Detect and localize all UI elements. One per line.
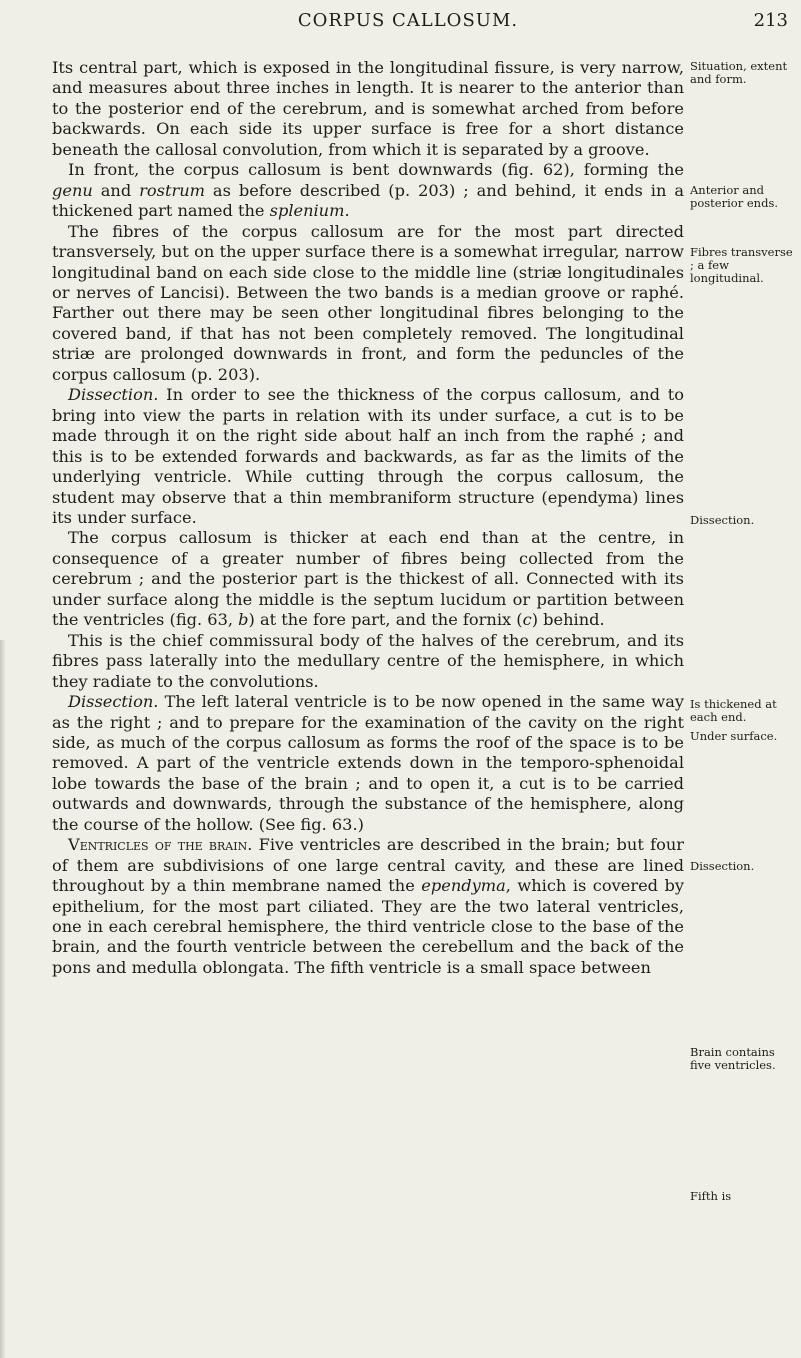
text-run: as before described (p. 203) ; and behind, it ends in a thickened part named the (52, 180, 684, 221)
text-run: The fibres of the corpus callosum are for the most part directed transversely, but on the upper surface there is a somewhat irregular, narrow longitudinal band on each side close to the middle line (striæ longitudinales or nerves of Lancisi). Between the two bands is a median groove or raphé. Farther out there may be seen other longitudinal fibres belonging to the covered band, if that has not been completely removed. The longitudinal striæ are prolonged downwards in front, and form the peduncles of the corpus callosum (p. 203). (52, 221, 684, 384)
margin-note-under-surface: Under surface. (690, 729, 778, 743)
term-ependyma: ependyma (421, 876, 506, 896)
text-run: , which is covered by epithelium, for the most part ciliated. They are the two lateral ventricles, one in each cerebral hemisphere, the third ventricle close to the base of the brain, and the fourth ventricle between the cerebellum and the back of the pons and medulla oblongata. The fifth ventricle is a small space between (52, 876, 684, 977)
margin-note-five-ventricles: Brain contains five ventricles. (690, 1045, 776, 1072)
term-genu: genu (52, 180, 93, 200)
term-rostrum: rostrum (139, 180, 205, 200)
margin-note-ends: Anterior and posterior ends. (690, 183, 778, 210)
section-heading-ventricles: Ventricles of the brain. (68, 835, 253, 855)
margin-note-fifth: Fifth is (690, 1189, 732, 1203)
text-run: and (92, 180, 140, 200)
running-header (28, 6, 788, 36)
margin-note-situation: Situation, extent and form. (690, 59, 788, 86)
text-run: ) behind. (531, 610, 605, 630)
running-title: CORPUS CALLOSUM. (297, 10, 519, 31)
paragraph-dissection-1 (52, 385, 684, 528)
page-binding-shadow (0, 640, 6, 1358)
text-run: In front, the corpus callosum is bent downwards (fig. 62), forming the (68, 160, 684, 180)
main-text (52, 58, 684, 978)
paragraph-ventricles (52, 835, 684, 978)
margin-note-dissection-1: Dissection. (690, 513, 755, 527)
text-run: The left lateral ventricle is to be now opened in the same way as the right ; and to prepare for the examination of the cavity on the right side, as much of the corpus callosum as forms the roof of the space is to be removed. A part of the ventricle extends down in the temporo-sphenoidal lobe towards the base of the brain ; and to open it, a cut is to be carried outwards and downwards, through the substance of the hemisphere, along the course of the hollow. (See fig. 63.) (52, 692, 684, 834)
margin-note-thickened: Is thickened at each end. (690, 697, 777, 724)
paragraph-thickness (52, 528, 684, 630)
margin-note-dissection-2: Dissection. (690, 859, 755, 873)
paragraph-fibres (52, 222, 684, 386)
paragraph-situation (52, 58, 684, 160)
text-run: ) at the fore part, and the fornix ( (248, 610, 523, 630)
term-splenium: splenium (269, 201, 345, 221)
paragraph-front-behind (52, 160, 684, 221)
margin-note-fibres: Fibres transverse ; a few longitudinal. (690, 245, 793, 285)
dissection-heading: Dissection. (68, 385, 159, 405)
text-run: . (344, 201, 350, 221)
text-run: In order to see the thickness of the corpus callosum, and to bring into view the parts in relation with its under surface, a cut is to be made through it on the right side about half an inch from the raphé ; and this is to be extended forwards and backwards, as far as the limits of the underlying ventricle. While cutting through the corpus callosum, the student may observe that a thin membraniform structure (ependyma) lines its under surface. (52, 385, 684, 527)
text-run: This is the chief commissural body of the halves of the cerebrum, and its fibres pass laterally into the medullary centre of the hemisphere, in which they radiate to the convolutions. (52, 630, 684, 691)
figure-letter-c: c (522, 610, 532, 630)
text-run: The corpus callosum is thicker at each end than at the centre, in consequence of a greater number of fibres being collected from the cerebrum ; and the posterior part is the thickest of all. Connected with its under surface along the middle is the septum lucidum or partition between the ventricles (fig. 63, (52, 528, 684, 630)
text-run: Its central part, which is exposed in the longitudinal fissure, is very narrow, and measures about three inches in length. It is nearer to the anterior than to the posterior end of the cerebrum, and is somewhat arched from before backwards. On each side its upper surface is free for a short distance beneath the callosal convolution, from which it is separated by a groove. (52, 58, 684, 159)
figure-letter-b: b (238, 610, 249, 630)
page-number: 213 (753, 10, 788, 31)
paragraph-commissure (52, 631, 684, 692)
text-run: Five ventricles are described in the brain; but four of them are subdivisions of one large central cavity, and these are lined throughout by a thin membrane named the (52, 835, 684, 896)
dissection-heading: Dissection. (68, 692, 159, 712)
paragraph-dissection-2 (52, 692, 684, 835)
